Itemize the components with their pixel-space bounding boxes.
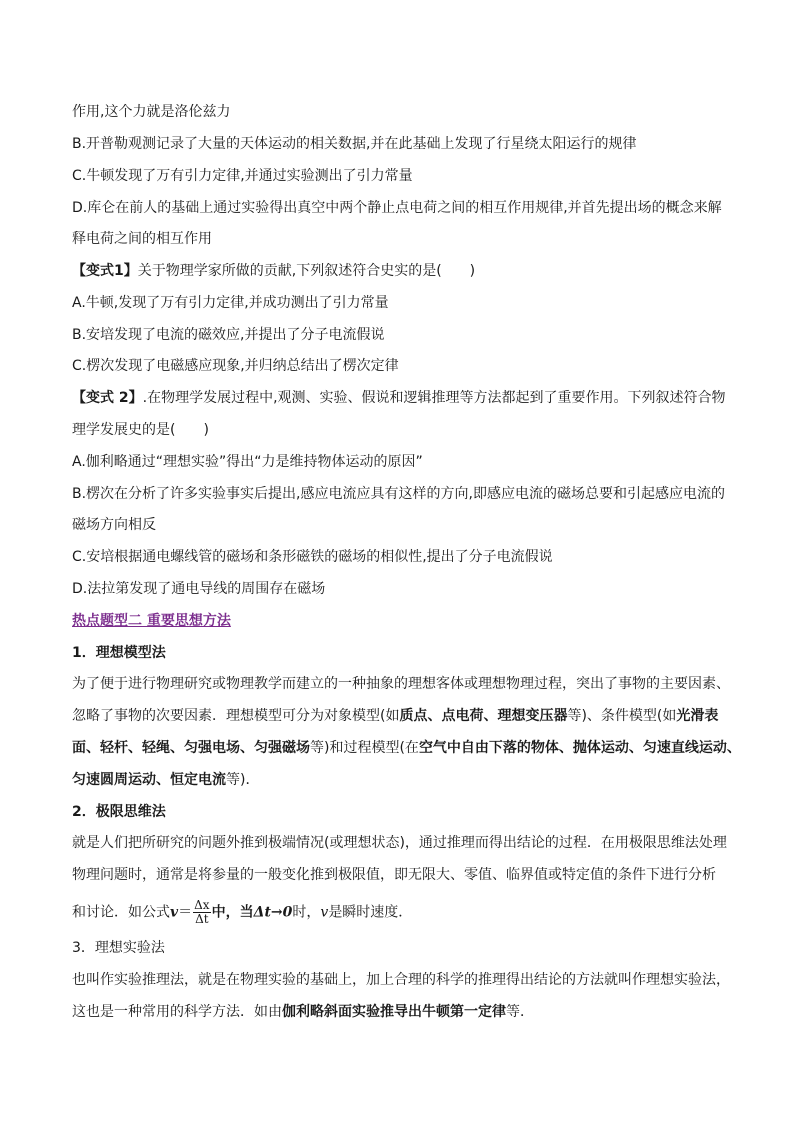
text-span: 忽略了事物的次要因素．理想模型可分为对象模型(如 [72,708,400,724]
section-3-paragraph [72,1002,534,1022]
bold-term: 光滑表 [676,708,719,724]
option-d: D.库仑在前人的基础上通过实验得出真空中两个静止点电荷之间的相互作用规律,并首先提出场的概念来解 [72,200,722,216]
formula-v: v [170,904,179,921]
bold-term: 中，当 [211,904,254,921]
variant-2-option-a: A.伽利略通过“理想实验”得出“力是维持物体运动的原因” [72,454,423,470]
variant-2-question [72,388,726,408]
option-c: C.牛顿发现了万有引力定律,并通过实验测出了引力常量 [72,168,413,184]
section-1-paragraph: 为了便于进行物理研究或物理教学而建立的一种抽象的理想客体或理想物理过程，突出了事物的主要因素、 [72,676,730,692]
fraction [193,899,210,926]
variant-2-option-c: C.安培根据通电螺线管的磁场和条形磁铁的磁场的相似性,提出了分子电流假说 [72,549,553,565]
variant-2-option-b-cont: 磁场方向相反 [72,517,156,533]
text-line: 释电荷之间的相互作用 [72,231,212,247]
text-span: 和讨论．如公式 [72,904,170,921]
bold-term: 质点、点电荷、理想变压器 [399,708,568,724]
fraction-denominator: Δt [195,912,209,926]
option-b: B.开普勒观测记录了大量的天体运动的相关数据,并在此基础上发现了行星绕太阳运行的规律 [72,136,637,152]
bold-term: 面、轻杆、轻绳、匀强电场、匀强磁场 [72,740,310,756]
text-span: 时， [292,904,321,921]
variant-2-text: .在物理学发展过程中,观测、实验、假说和逻辑推理等方法都起到了重要作用。下列叙述符合物 [142,390,726,406]
hot-topic-heading: 热点题型二 重要思想方法 [72,613,231,629]
variant-1-option-c: C.楞次发现了电磁感应现象,并归纳总结出了楞次定律 [72,358,399,374]
formula-v: v [320,904,329,921]
section-1-paragraph [72,706,718,726]
section-2-paragraph: 物理问题时，通常是将参量的一般变化推到极限值，即无限大、零值、临界值或特定值的条件下进行分析 [72,867,716,883]
text-line: 作用,这个力就是洛伦兹力 [72,104,231,120]
variant-2-tag: 【变式 2】 [72,390,143,406]
section-3-paragraph: 也叫作实验推理法，就是在物理实验的基础上，加上合理的科学的推理得出结论的方法就叫作理想实验法， [72,972,730,988]
bold-term: 伽利略斜面实验推导出牛顿第一定律 [282,1004,506,1020]
section-1-title: 1．理想模型法 [72,645,166,661]
variant-1-option-a: A.牛顿,发现了万有引力定律,并成功测出了引力常量 [72,295,389,311]
variant-1-text: 关于物理学家所做的贡献,下列叙述符合史实的是( ) [137,263,476,279]
variant-2-option-b: B.楞次在分析了许多实验事实后提出,感应电流应具有这样的方向,即感应电流的磁场总要和引起感应电流的 [72,486,725,502]
formula-equals: ＝ [178,904,193,921]
bold-term: 空气中自由下落的物体、抛体运动、匀速直线运动、 [418,740,741,756]
text-span: 等)． [226,772,260,788]
section-3-title: 3．理想实验法 [72,940,165,956]
formula-limit: Δt→0 [253,904,293,921]
section-2-formula-line [72,899,412,926]
variant-1-question [72,261,475,281]
variant-2-text-cont: 理学发展史的是( ) [72,422,209,438]
text-span: 这也是一种常用的科学方法．如由 [72,1004,282,1020]
section-2-title: 2．极限思维法 [72,804,166,820]
variant-1-option-b: B.安培发现了电流的磁效应,并提出了分子电流假说 [72,327,385,343]
text-span: 等． [506,1004,534,1020]
text-span: 是瞬时速度． [328,904,413,921]
text-span: 等)、条件模型(如 [567,708,677,724]
variant-1-tag: 【变式1】 [72,263,138,279]
bold-term: 匀速圆周运动、恒定电流 [72,772,226,788]
variant-2-option-d: D.法拉第发现了通电导线的周围存在磁场 [72,581,326,597]
fraction-numerator: Δx [194,898,210,912]
section-1-paragraph [72,770,259,790]
section-2-paragraph: 就是人们把所研究的问题外推到极端情况(或理想状态)，通过推理而得出结论的过程．在用极限思维法处理 [72,835,727,851]
section-1-paragraph [72,738,741,758]
text-span: 等)和过程模型(在 [310,740,419,756]
